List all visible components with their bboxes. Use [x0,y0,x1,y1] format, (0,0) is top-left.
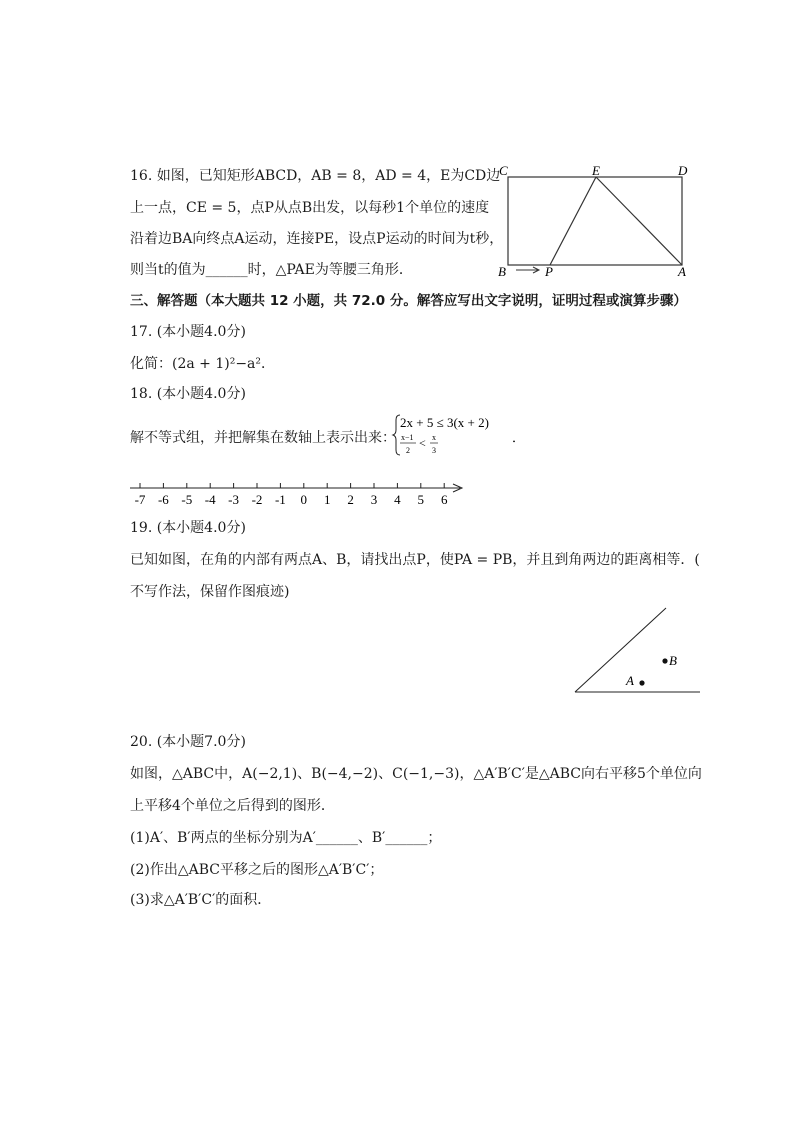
section-heading: 三、解答题（本大题共 12 小题，共 72.0 分。解答应写出文字说明，证明过程或演算步骤） [130,293,687,309]
label-e: E [592,163,600,178]
q16-line-3: 沿着边BA向终点A运动，连接PE，设点P运动的时间为t秒， [130,231,504,247]
q19-line-2: 不写作法，保留作图痕迹) [130,584,290,600]
rectangle-abcd [508,177,682,265]
q20-item-1: (1)A′、B′两点的坐标分别为A′______、B′______； [130,830,442,846]
number-line-tick-label: 1 [323,492,331,507]
number-line [126,478,471,508]
number-line-tick-label: 4 [394,492,401,507]
number-line-tick-label: -6 [157,492,169,507]
label-p: P [545,264,553,279]
point-b-label: B [669,653,677,668]
number-line-tick-label: 6 [440,492,448,507]
number-line-tick-label: -7 [134,492,146,507]
ineq2-left-numerator: x−1 [401,433,414,442]
segment-ea [596,177,682,265]
inequality-1: 2x + 5 ≤ 3(x + 2) [400,415,489,430]
rectangle-figure [494,163,704,278]
point-a-dot [639,680,644,685]
brace [393,415,400,455]
ineq2-right-denominator: 3 [432,446,436,455]
q17-body: 化简：(2a + 1)²−a²． [130,356,276,372]
label-b: B [498,264,506,279]
q17-header: 17. (本小题4.0分) [130,324,246,340]
point-a-label: A [626,673,634,688]
number-line-tick-label: -3 [228,492,240,507]
label-a: A [678,264,686,279]
label-c: C [499,163,508,178]
angle-upper-side [575,608,666,692]
q20-header: 20. (本小题7.0分) [130,734,246,750]
q16-line-1: 16. 如图，已知矩形ABCD，AB = 8，AD = 4，E为CD边 [130,168,501,184]
ineq2-right-numerator: x [432,433,436,442]
system-period: ． [512,430,526,445]
number-line-tick-label: 2 [347,492,354,507]
angle-figure [570,604,710,704]
q18-header: 18. (本小题4.0分) [130,386,246,402]
ineq2-left-denominator: 2 [406,446,410,455]
inequality-system [394,412,524,458]
q19-line-1: 已知如图，在角的内部有两点A、B，请找出点P，使PA = PB，并且到角两边的距离相等．( [130,552,700,568]
number-line-tick-label: -5 [181,492,193,507]
ineq2-relation: < [419,436,426,450]
number-line-tick-label: 5 [417,492,425,507]
q16-line-4: 则当t的值为______时，△PAE为等腰三角形． [130,262,413,278]
q16-line-2: 上一点，CE = 5，点P从点B出发，以每秒1个单位的速度 [130,200,490,216]
q20-item-3: (3)求△A′B′C′的面积． [130,892,272,908]
segment-pe [550,177,596,265]
number-line-tick-label: -2 [251,492,263,507]
number-line-tick-label: -4 [204,492,216,507]
q18-body: 解不等式组，并把解集在数轴上表示出来： [130,430,396,446]
point-b-dot [662,658,667,663]
q20-item-2: (2)作出△ABC平移之后的图形△A′B′C′； [130,862,384,878]
number-line-tick-label: 0 [300,492,308,507]
q20-line-2: 上平移4个单位之后得到的图形． [130,798,335,814]
number-line-tick-label: 3 [370,492,378,507]
q19-header: 19. (本小题4.0分) [130,520,246,536]
number-line-tick-label: -1 [274,492,286,507]
q20-line-1: 如图，△ABC中，A(−2,1)、B(−4,−2)、C(−1,−3)，△A′B′C′是△ABC向右平移5个单位向 [130,766,702,782]
label-d: D [678,163,688,178]
